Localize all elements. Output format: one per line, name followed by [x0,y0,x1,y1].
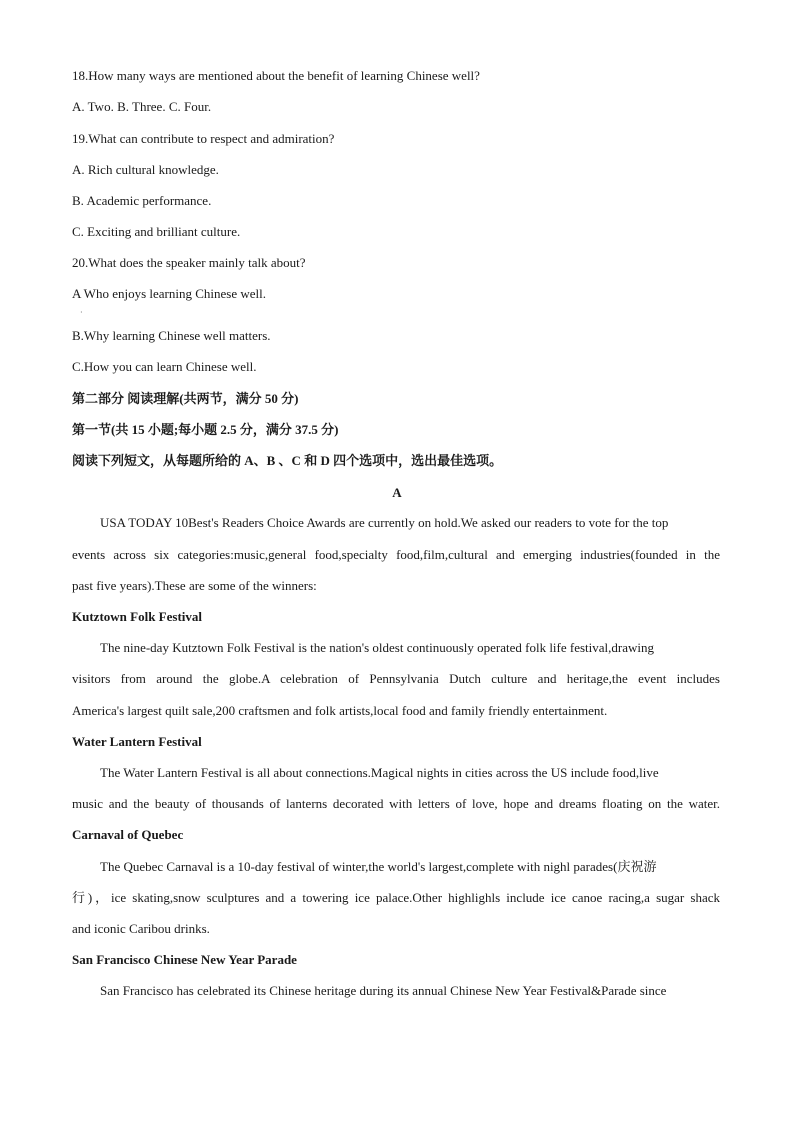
san-francisco-line-1: San Francisco has celebrated its Chinese heritage during its annual Chinese New Year Festival&Parade since [100,983,667,998]
heading-water-lantern: Water Lantern Festival [72,734,202,749]
passage-label: A [392,485,402,500]
question-20-option-b: B.Why learning Chinese well matters. [72,328,271,343]
part-title: 第二部分 阅读理解(共两节，满分 50 分) [72,391,299,406]
kutztown-line-3: America's largest quilt sale,200 craftsmen and folk artists,local food and family friendly entertainment. [72,703,608,718]
heading-san-francisco: San Francisco Chinese New Year Parade [72,952,297,967]
question-20-option-c: C.How you can learn Chinese well. [72,359,257,374]
question-19-option-a: A. Rich cultural knowledge. [72,162,219,177]
intro-line-1: USA TODAY 10Best's Readers Choice Awards are currently on hold.We asked our readers to vote for the top [100,515,669,530]
question-20-stem: 20.What does the speaker mainly talk about? [72,255,306,270]
intro-line-2: events across six categories:music,general food,specialty food,film,cultural and emerging industries(founded in the [72,547,720,562]
quebec-line-2: 行)，ice skating,snow sculptures and a towering ice palace.Other highlighls include ice canoe racing,a sugar shack [72,890,720,905]
stray-dot-mark: · [80,308,83,317]
quebec-line-1: The Quebec Carnaval is a 10-day festival of winter,the world's largest,complete with nighl parades(庆祝游 [100,859,657,874]
heading-kutztown: Kutztown Folk Festival [72,609,202,624]
instructions: 阅读下列短文，从每题所给的 A、B 、C 和 D 四个选项中，选出最佳选项。 [72,453,503,468]
quebec-line-3: and iconic Caribou drinks. [72,921,210,936]
question-18-stem: 18.How many ways are mentioned about the benefit of learning Chinese well? [72,68,480,83]
water-lantern-line-1: The Water Lantern Festival is all about connections.Magical nights in cities across the US include food,live [100,765,659,780]
kutztown-line-1: The nine-day Kutztown Folk Festival is the nation's oldest continuously operated folk life festival,drawing [100,640,655,655]
intro-line-3: past five years).These are some of the winners: [72,578,317,593]
question-19-option-c: C. Exciting and brilliant culture. [72,224,241,239]
heading-quebec: Carnaval of Quebec [72,827,184,842]
water-lantern-line-2: music and the beauty of thousands of lanterns decorated with letters of love, hope and dreams floating on the water. [72,796,720,811]
question-19-option-b: B. Academic performance. [72,193,212,208]
kutztown-line-2: visitors from around the globe.A celebration of Pennsylvania Dutch culture and heritage,the event includes [72,671,720,686]
section-subtitle: 第一节(共 15 小题;每小题 2.5 分，满分 37.5 分) [72,422,339,437]
question-18-options: A. Two. B. Three. C. Four. [72,99,212,114]
question-19-stem: 19.What can contribute to respect and admiration? [72,131,335,146]
question-20-option-a: A Who enjoys learning Chinese well. [72,286,267,301]
